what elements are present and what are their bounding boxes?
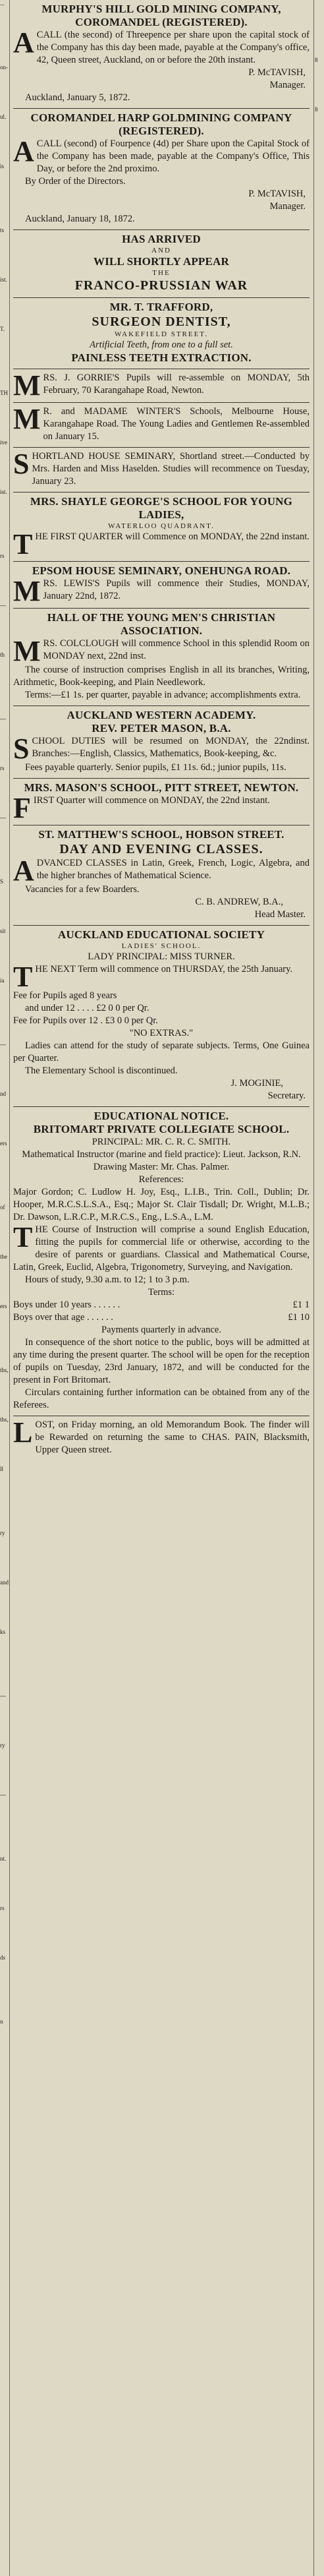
right-margin-fragment: 8 — [315, 106, 318, 113]
left-margin-fragment: ist. — [0, 489, 7, 495]
ad-heading: EDUCATIONAL NOTICE. — [94, 1110, 229, 1122]
ad-signer: C. B. ANDREW, B.A., — [195, 897, 283, 907]
left-margin-fragment: rs — [0, 765, 5, 771]
ad-western-academy — [13, 706, 310, 779]
left-margin-fragment: ks — [0, 1629, 6, 1635]
left-margin-fragment: is — [0, 163, 5, 169]
drop-cap: A — [13, 26, 34, 59]
left-margin-column — [0, 0, 10, 2576]
term-row-2: Boys over that age . . . . . . £1 10 — [13, 1312, 310, 1323]
right-margin-column — [315, 0, 324, 2576]
ad-body: MRS. COLCLOUGH will commence School in this splendid Room on MONDAY next, 22nd inst. — [13, 635, 310, 667]
drop-cap: L — [13, 1416, 33, 1449]
ad-body-3: The Elementary School is discontinued. — [25, 1065, 178, 1076]
ad-heading: MRS. MASON'S SCHOOL, PITT STREET, NEWTON. — [24, 781, 299, 794]
left-margin-fragment: and — [0, 1579, 9, 1586]
ad-body: SHORTLAND HOUSE SEMINARY, Shortland street.—Conducted by Mrs. Harden and Miss Haselden. Studies will recommence on Tuesday, January 23. — [13, 448, 310, 487]
left-margin-fragment: S — [0, 878, 4, 885]
ad-heading: AUCKLAND EDUCATIONAL SOCIETY — [57, 928, 265, 941]
ad-drawing-master: Drawing Master: Mr. Chas. Palmer. — [93, 1162, 230, 1172]
left-margin-fragment: ... — [0, 0, 5, 7]
ad-body: THE Course of Instruction will comprise a sound English Education, fitting the pupils for commercial life or otherwise, according to the desire of parents or guardians. Classical and Mathematical Course, Latin, Greek, Euclid, Algebra, Trigonometry, Surveying, and Navigation. — [13, 1221, 310, 1273]
left-margin-fragment: ers — [0, 1140, 7, 1147]
ad-heading: HALL OF THE YOUNG MEN'S CHRISTIAN ASSOCIATION. — [47, 611, 276, 637]
line-will-appear: WILL SHORTLY APPEAR — [94, 255, 229, 268]
ad-signer-title: Manager. — [269, 201, 306, 212]
drop-cap: F — [13, 792, 31, 824]
drop-cap: S — [13, 733, 30, 765]
ad-trafford — [13, 298, 310, 369]
ad-ymca — [13, 609, 310, 706]
drop-cap: T — [13, 528, 33, 560]
ad-terms-head: Terms: — [148, 1287, 175, 1298]
left-margin-fragment: ll — [0, 1466, 4, 1472]
ad-principal: LADY PRINCIPAL: MISS TURNER. — [88, 951, 235, 962]
left-margin-fragment: T. — [0, 326, 5, 332]
fee-row-2: Fee for Pupils over 12 . £3 0 0 per Qr. — [13, 1015, 158, 1026]
left-margin-fragment: --- — [0, 1791, 6, 1798]
drop-cap: M — [13, 369, 41, 402]
left-margin-fragment: --- — [0, 715, 6, 722]
ad-epsom — [13, 562, 310, 609]
line-the: THE — [152, 269, 171, 277]
ad-body-3: Terms:—£1 1s. per quarter, payable in advance; accomplishments extra. — [25, 690, 301, 700]
ad-mrs-mason — [13, 779, 310, 825]
left-margin-fragment: of — [0, 1204, 5, 1211]
ad-date: Auckland, January 5, 1872. — [25, 92, 130, 103]
ad-body: A CALL (the second) of Threepence per share upon the capital stock of the Company has this day been made, payable at the Company's office, 42, Queen street, Auckland, on or before the 20th instant. — [13, 26, 310, 65]
ad-shortland — [13, 448, 310, 493]
ad-profession: SURGEON DENTIST, — [92, 315, 231, 329]
left-margin-fragment: ry — [0, 1742, 5, 1749]
ad-heading: COROMANDEL HARP GOLDMINING COMPANY (REGISTERED). — [30, 111, 292, 137]
ad-body: A CALL (second) of Fourpence (4d) per Share upon the Capital Stock of the Company has been made, payable at the Company's Office, This Day, or before the 2nd proximo. — [13, 135, 310, 174]
ad-body: FIRST Quarter will commence on MONDAY, the 22nd instant. — [13, 792, 270, 824]
ad-franco-prussian — [13, 230, 310, 298]
ad-body-2: Vacancies for a few Boarders. — [25, 884, 140, 895]
ad-body: THE FIRST QUARTER will Commence on MONDAY, the 22nd instant. — [13, 528, 310, 560]
ad-body: LOST, on Friday morning, an old Memorandum Book. The finder will be Rewarded on returning the same to CHAS. PAIN, Blacksmith, Upper Queen street. — [13, 1416, 310, 1455]
left-margin-fragment: ul. — [0, 113, 7, 120]
left-margin-fragment: sit — [0, 928, 6, 934]
ad-heading: MRS. SHAYLE GEORGE'S SCHOOL FOR YOUNG LADIES, — [30, 495, 293, 521]
ad-heading: AUCKLAND WESTERN ACADEMY. — [67, 709, 256, 721]
ad-street: WAKEFIELD STREET. — [115, 330, 208, 338]
drop-cap: A — [13, 135, 34, 167]
drop-cap: M — [13, 635, 41, 667]
ad-signer-title: Manager. — [269, 80, 306, 90]
left-margin-fragment: nt. — [0, 1855, 7, 1862]
ad-name: MR. T. TRAFFORD, — [109, 301, 213, 313]
ad-signer-title: Secretary. — [267, 1091, 306, 1101]
newspaper-column — [13, 0, 310, 1460]
ad-references-head: References: — [138, 1174, 184, 1185]
left-margin-fragment: ist. — [0, 276, 7, 283]
ad-murphys-hill — [13, 0, 310, 109]
line-and: AND — [151, 247, 171, 255]
ad-subheading: LADIES' SCHOOL. — [121, 942, 202, 950]
ad-body: MRS. J. GORRIE'S Pupils will re-assemble on MONDAY, 5th February, 70 Karangahape Road, Newton. — [13, 369, 310, 402]
ad-body: M R. and MADAME WINTER'S Schools, Melbourne House, Karangahape Road. The Young Ladies and Gentlemen Re-assembled on January 15. — [13, 403, 310, 442]
ad-educational-society — [13, 926, 310, 1107]
ad-body-2: Fees payable quarterly. Senior pupils, £1 11s. 6d.; junior pupils, 11s. — [25, 762, 286, 773]
ad-lost — [13, 1416, 310, 1460]
left-margin-fragment: the — [0, 1253, 7, 1260]
left-margin-fragment: rs — [0, 1905, 5, 1911]
line-franco-prussian: FRANCO-PRUSSIAN WAR — [74, 278, 248, 293]
left-margin-fragment: ths, — [0, 1416, 9, 1423]
left-margin-fragment: ive — [0, 439, 7, 446]
ad-signer: J. MOGINIE, — [230, 1078, 283, 1089]
left-margin-fragment: ts — [0, 227, 5, 233]
drop-cap: T — [13, 1221, 33, 1253]
term-row-3: Payments quarterly in advance. — [101, 1325, 221, 1335]
ad-body-2: The course of instruction comprises English in all its branches, Writing, Arithmetic, Book-keeping, and Plain Needlework. — [13, 665, 310, 688]
left-margin-fragment: th — [0, 651, 5, 658]
ad-math-instructor: Mathematical Instructor (marine and field practice): Lieut. Jackson, R.N. — [22, 1149, 301, 1160]
right-margin-fragment: 8 — [315, 57, 318, 63]
no-extras: "NO EXTRAS." — [129, 1028, 194, 1038]
ad-body-2: Ladies can attend for the study of separate subjects. Terms, One Guinea per Quarter. — [13, 1040, 310, 1063]
drop-cap: S — [13, 448, 30, 480]
ad-body-3: Circulars containing further information can be obtained from any of the Referees. — [13, 1387, 310, 1410]
ad-date: Auckland, January 18, 1872. — [25, 214, 135, 224]
term-row-1: Boys under 10 years . . . . . . £1 1 — [13, 1300, 310, 1310]
ad-subheading: WATERLOO QUADRANT. — [108, 522, 215, 530]
ad-school-title: BRITOMART PRIVATE COLLEGIATE SCHOOL. — [33, 1123, 290, 1135]
ad-shayle-george — [13, 493, 310, 562]
left-margin-fragment: nd — [0, 1091, 6, 1097]
left-margin-fragment: --- — [0, 814, 6, 821]
ad-heading: EPSOM HOUSE SEMINARY, ONEHUNGA ROAD. — [32, 564, 291, 577]
ad-body: Artificial Teeth, from one to a full set. — [90, 340, 233, 350]
left-margin-fragment: --- — [0, 602, 6, 609]
left-margin-fragment: ry — [0, 1530, 5, 1536]
left-margin-fragment: ia — [0, 977, 5, 984]
fees-intro: Fee for Pupils aged 8 years — [13, 990, 117, 1001]
ad-winter — [13, 403, 310, 448]
ad-body-2: In consequence of the short notice to the public, boys will be admitted at any time during the present quarter. The school will be open for the reception of pupils on Tuesday, 23rd January, 1872, and will be conducted for the present in Fort Britomart. — [13, 1337, 310, 1385]
left-margin-fragment: ers — [0, 1303, 7, 1309]
ad-subheading: REV. PETER MASON, B.A. — [92, 722, 231, 734]
ad-order: By Order of the Directors. — [25, 176, 126, 187]
ad-references: Major Gordon; C. Ludlow H. Joy, Esq., L.I.B., Trin. Coll., Dublin; Dr. Hooper, M.R.C.S.L.S.A., Esq.; Major St. Clair Tisdall; Dr. Wright, M.L.B.; Dr. Dawson, L.R.C.P., M.R.C.S., Eng., L.S.A., L.M. — [13, 1187, 310, 1222]
ad-heading: ST. MATTHEW'S SCHOOL, HOBSON STREET. — [38, 828, 284, 841]
ad-body: THE NEXT Term will commence on THURSDAY, the 25th January. — [13, 961, 293, 993]
ad-signer-title: Head Master. — [254, 909, 306, 920]
line-has-arrived: HAS ARRIVED — [122, 233, 201, 245]
ad-principal: PRINCIPAL: MR. C. R. C. SMITH. — [92, 1137, 231, 1147]
column-rule — [313, 0, 314, 2576]
drop-cap: T — [13, 961, 33, 993]
ad-body: MRS. LEWIS'S Pupils will commence their Studies, MONDAY, January 22nd, 1872. — [13, 575, 310, 607]
left-margin-fragment: rs — [0, 553, 5, 559]
left-margin-fragment: n — [0, 2018, 3, 2025]
left-margin-fragment: --- — [0, 1041, 6, 1048]
ad-extraction: PAINLESS TEETH EXTRACTION. — [71, 351, 252, 364]
ad-body: SCHOOL DUTIES will be resumed on MONDAY, the 22ndinst. Branches:—English, Classics, Mathematics, Book-keeping, &c. — [13, 733, 310, 765]
ad-subheading: DAY AND EVENING CLASSES. — [59, 842, 263, 856]
left-margin-fragment: --- — [0, 1692, 6, 1699]
fee-row-1: and under 12 . . . . £2 0 0 per Qr. — [25, 1003, 149, 1013]
drop-cap: M — [13, 575, 41, 607]
ad-gorrie — [13, 369, 310, 403]
drop-cap: A — [13, 854, 34, 887]
ad-signer: P. McTAVISH, — [248, 67, 306, 78]
ad-body: ADVANCED CLASSES in Latin, Greek, French, Logic, Algebra, and the higher branches of Mathematical Science. — [13, 854, 310, 887]
drop-cap: M — [13, 403, 41, 435]
ad-st-matthews — [13, 825, 310, 926]
ad-heading: MURPHY'S HILL GOLD MINING COMPANY, COROMANDEL (REGISTERED). — [41, 3, 281, 28]
left-margin-fragment: on- — [0, 64, 8, 71]
left-margin-fragment: TH — [0, 390, 8, 396]
ad-britomart — [13, 1107, 310, 1416]
ad-hours: Hours of study, 9.30 a.m. to 12; 1 to 3 p.m. — [25, 1274, 190, 1285]
ad-signer: P. McTAVISH, — [248, 189, 306, 199]
ad-coromandel-harp — [13, 109, 310, 230]
left-margin-fragment: ds — [0, 1954, 6, 1961]
left-margin-fragment: ths, — [0, 1367, 9, 1373]
